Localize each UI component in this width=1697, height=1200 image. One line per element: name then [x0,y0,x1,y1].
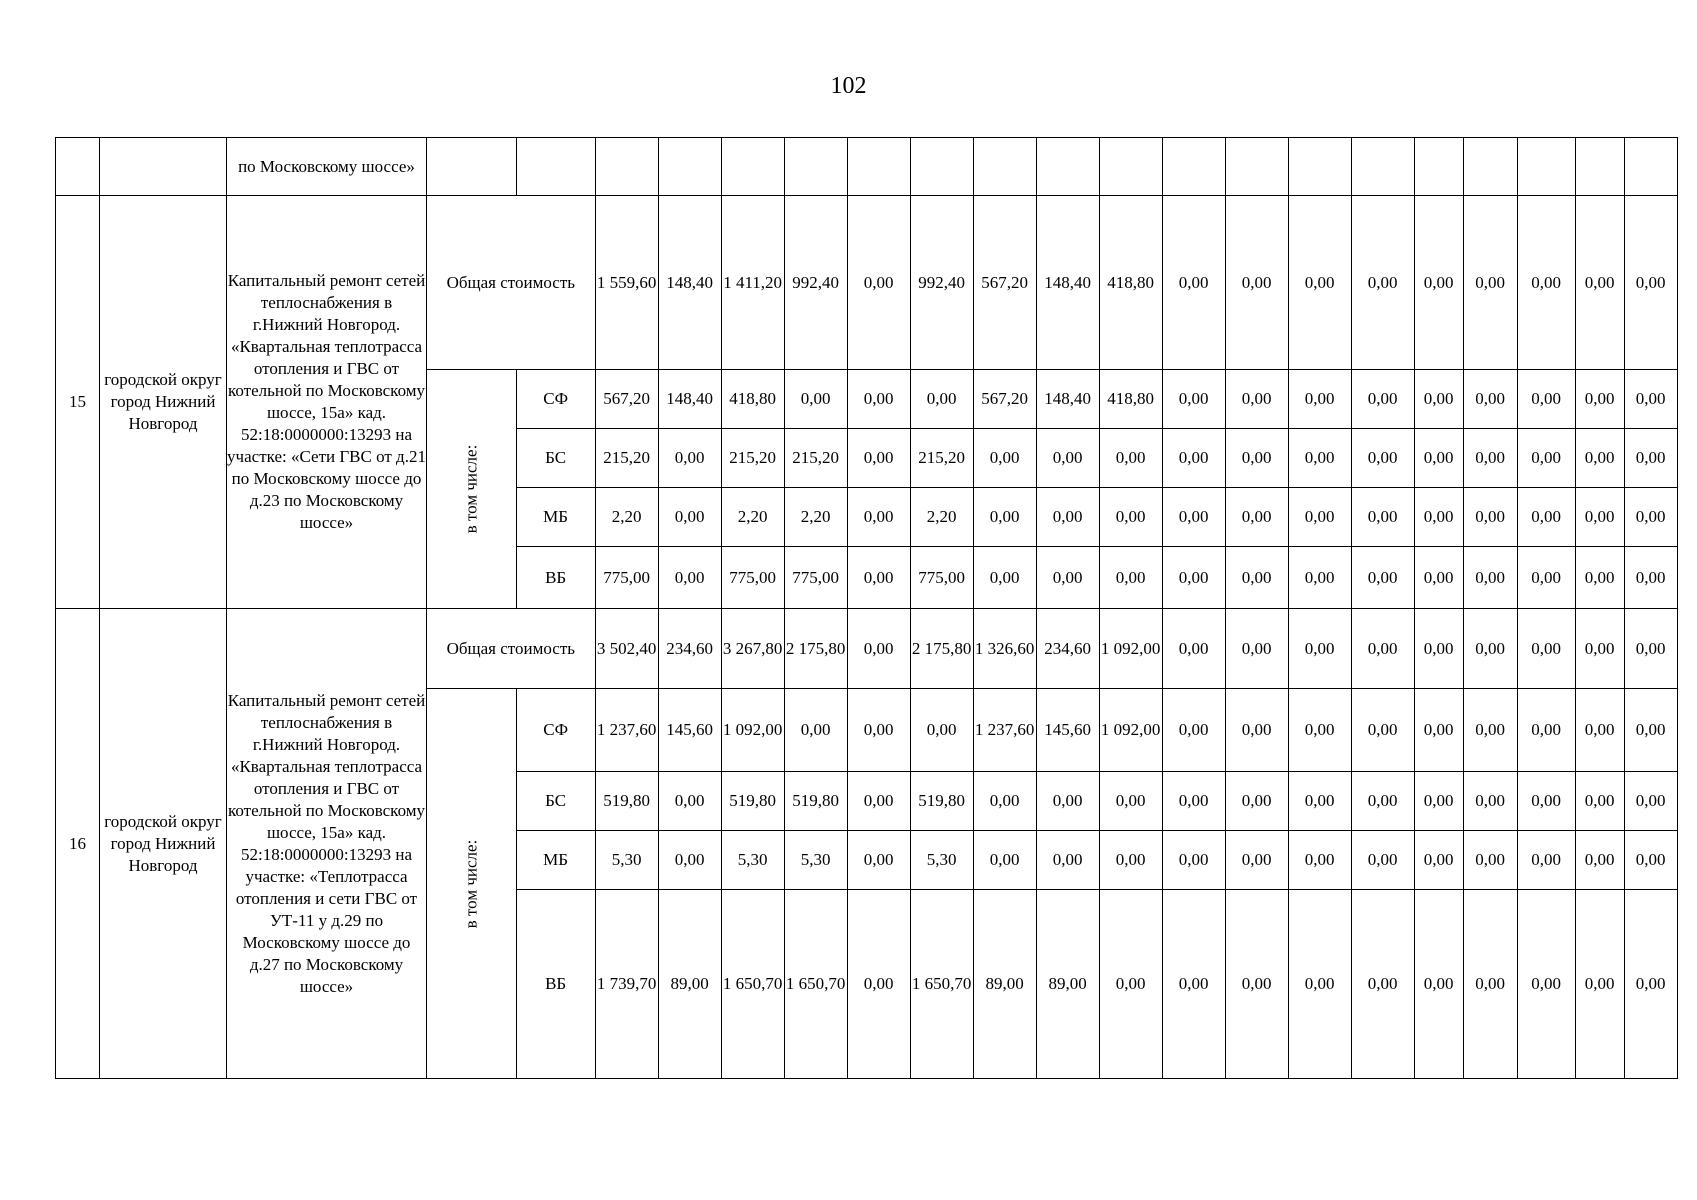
value-cell: 0,00 [1414,547,1463,609]
value-cell: 0,00 [1162,547,1225,609]
value-cell: 0,00 [1414,488,1463,547]
value-cell: 0,00 [1624,196,1677,370]
value-cell: 1 092,00 [721,689,784,772]
value-cell: 519,80 [784,772,847,831]
value-cell: 0,00 [1288,547,1351,609]
value-cell: 234,60 [658,609,721,689]
value-cell: 519,80 [910,772,973,831]
value-cell: 0,00 [1351,831,1414,890]
value-cell: 0,00 [1099,547,1162,609]
value-cell: 0,00 [1036,547,1099,609]
value-cell: 0,00 [973,831,1036,890]
value-cell: 215,20 [910,429,973,488]
value-cell: 2 175,80 [910,609,973,689]
value-cell: 775,00 [784,547,847,609]
total-cost-label: Общая стоимость [427,609,596,689]
value-cell: 0,00 [1162,831,1225,890]
value-cell: 0,00 [1099,488,1162,547]
value-cell: 418,80 [1099,370,1162,429]
value-cell: 567,20 [595,370,658,429]
value-cell: 2,20 [595,488,658,547]
including-label: в том числе: [461,444,481,534]
value-cell: 0,00 [1288,772,1351,831]
value-cell: 0,00 [1225,547,1288,609]
funding-source: МБ [516,831,595,890]
value-cell: 0,00 [1225,370,1288,429]
value-cell: 145,60 [1036,689,1099,772]
value-cell: 0,00 [1414,609,1463,689]
value-cell: 0,00 [1517,609,1575,689]
value-cell: 0,00 [1414,772,1463,831]
value-cell: 567,20 [973,196,1036,370]
value-cell: 0,00 [1414,831,1463,890]
value-cell: 0,00 [1575,370,1624,429]
including-label: в том числе: [461,839,481,928]
value-cell: 0,00 [847,609,910,689]
value-cell: 0,00 [1099,890,1162,1079]
value-cell: 0,00 [1162,429,1225,488]
value-cell: 0,00 [1575,772,1624,831]
value-cell: 1 739,70 [595,890,658,1079]
value-cell: 0,00 [1225,488,1288,547]
value-cell: 0,00 [847,196,910,370]
value-cell: 2,20 [721,488,784,547]
value-cell: 5,30 [595,831,658,890]
value-cell: 0,00 [1517,772,1575,831]
value-cell: 0,00 [1463,370,1517,429]
value-cell: 418,80 [721,370,784,429]
value-cell: 0,00 [658,547,721,609]
value-cell: 0,00 [1575,689,1624,772]
value-cell: 1 092,00 [1099,689,1162,772]
project-description-continued: по Московскому шоссе» [227,138,427,196]
value-cell: 1 237,60 [595,689,658,772]
value-cell: 0,00 [1414,196,1463,370]
value-cell: 0,00 [658,488,721,547]
value-cell: 0,00 [1624,890,1677,1079]
value-cell: 0,00 [1624,609,1677,689]
value-cell: 0,00 [658,772,721,831]
value-cell: 0,00 [1036,429,1099,488]
value-cell: 148,40 [1036,370,1099,429]
value-cell: 0,00 [1463,429,1517,488]
including-label-cell [427,689,517,1079]
value-cell: 148,40 [1036,196,1099,370]
value-cell: 0,00 [1351,609,1414,689]
value-cell: 1 237,60 [973,689,1036,772]
municipality: городской округ город Нижний Новгород [100,609,227,1079]
value-cell: 775,00 [910,547,973,609]
value-cell: 0,00 [1162,196,1225,370]
value-cell: 145,60 [658,689,721,772]
value-cell: 0,00 [1624,547,1677,609]
value-cell: 1 650,70 [910,890,973,1079]
value-cell: 0,00 [1099,429,1162,488]
value-cell: 0,00 [847,689,910,772]
value-cell: 0,00 [1624,772,1677,831]
value-cell: 0,00 [973,429,1036,488]
value-cell: 0,00 [1414,890,1463,1079]
value-cell: 0,00 [658,429,721,488]
value-cell: 0,00 [1624,689,1677,772]
value-cell: 0,00 [1517,488,1575,547]
including-label-cell [427,370,517,609]
value-cell: 0,00 [1575,196,1624,370]
value-cell: 519,80 [595,772,658,831]
value-cell: 0,00 [1288,196,1351,370]
value-cell: 0,00 [1463,609,1517,689]
value-cell: 0,00 [1162,370,1225,429]
total-cost-label: Общая стоимость [427,196,596,370]
value-cell: 0,00 [1414,689,1463,772]
value-cell: 0,00 [847,890,910,1079]
budget-table [55,137,1678,1079]
value-cell: 0,00 [1463,772,1517,831]
value-cell: 0,00 [1288,488,1351,547]
value-cell: 5,30 [784,831,847,890]
project-description: Капитальный ремонт сетей теплоснабжения в г.Нижний Новгород. «Квартальная теплотрасса отопления и ГВС от котельной по Московскому шоссе, 15а» кад. 52:18:0000000:13293 на участке: «Теплотрасса отопления и сети ГВС от УТ-11 у д.29 по Московскому шоссе до д.27 по Московскому шоссе» [227,609,427,1079]
value-cell: 1 411,20 [721,196,784,370]
value-cell: 2,20 [784,488,847,547]
value-cell: 0,00 [1351,689,1414,772]
value-cell: 0,00 [1463,488,1517,547]
value-cell: 0,00 [1624,429,1677,488]
value-cell: 0,00 [1517,890,1575,1079]
project-number: 15 [56,196,100,609]
value-cell: 0,00 [1575,831,1624,890]
funding-source: БС [516,772,595,831]
value-cell: 0,00 [784,689,847,772]
value-cell: 0,00 [1351,547,1414,609]
value-cell: 0,00 [1414,370,1463,429]
municipality: городской округ город Нижний Новгород [100,196,227,609]
value-cell: 0,00 [1351,429,1414,488]
value-cell: 89,00 [1036,890,1099,1079]
value-cell: 0,00 [1099,772,1162,831]
value-cell: 0,00 [1517,689,1575,772]
value-cell: 0,00 [1517,196,1575,370]
value-cell: 0,00 [1414,429,1463,488]
value-cell: 519,80 [721,772,784,831]
value-cell: 5,30 [721,831,784,890]
project-description: Капитальный ремонт сетей теплоснабжения в г.Нижний Новгород. «Квартальная теплотрасса отопления и ГВС от котельной по Московскому шоссе, 15а» кад. 52:18:0000000:13293 на участке: «Сети ГВС от д.21 по Московскому шоссе до д.23 по Московскому шоссе» [227,196,427,609]
value-cell: 0,00 [1517,429,1575,488]
value-cell: 0,00 [1351,772,1414,831]
value-cell: 0,00 [1225,196,1288,370]
value-cell: 0,00 [847,547,910,609]
value-cell: 1 559,60 [595,196,658,370]
value-cell: 0,00 [1575,609,1624,689]
value-cell: 3 267,80 [721,609,784,689]
value-cell: 0,00 [1288,370,1351,429]
value-cell: 0,00 [1288,429,1351,488]
value-cell: 0,00 [1288,831,1351,890]
value-cell: 0,00 [847,488,910,547]
value-cell: 0,00 [1463,831,1517,890]
value-cell: 0,00 [1225,429,1288,488]
value-cell: 0,00 [1225,609,1288,689]
value-cell: 0,00 [847,831,910,890]
value-cell: 0,00 [973,547,1036,609]
value-cell: 0,00 [910,689,973,772]
value-cell: 0,00 [1624,831,1677,890]
value-cell: 0,00 [1225,890,1288,1079]
value-cell: 0,00 [658,831,721,890]
value-cell: 0,00 [1624,370,1677,429]
value-cell: 0,00 [973,488,1036,547]
value-cell: 775,00 [595,547,658,609]
value-cell: 0,00 [1351,196,1414,370]
value-cell: 2,20 [910,488,973,547]
value-cell: 0,00 [1099,831,1162,890]
value-cell: 0,00 [1288,890,1351,1079]
value-cell: 0,00 [1162,689,1225,772]
funding-source: СФ [516,689,595,772]
value-cell: 0,00 [1517,831,1575,890]
value-cell: 1 092,00 [1099,609,1162,689]
value-cell: 0,00 [1351,890,1414,1079]
value-cell: 89,00 [658,890,721,1079]
value-cell: 0,00 [847,370,910,429]
value-cell: 0,00 [784,370,847,429]
value-cell: 0,00 [1162,890,1225,1079]
table-row [56,196,1678,370]
value-cell: 0,00 [847,772,910,831]
value-cell: 1 650,70 [784,890,847,1079]
value-cell: 0,00 [1624,488,1677,547]
table-row [56,138,1678,196]
value-cell: 0,00 [1162,609,1225,689]
value-cell: 0,00 [847,429,910,488]
value-cell: 0,00 [910,370,973,429]
funding-source: МБ [516,488,595,547]
value-cell: 0,00 [1225,689,1288,772]
value-cell: 0,00 [1162,772,1225,831]
value-cell: 0,00 [1463,890,1517,1079]
project-number: 16 [56,609,100,1079]
value-cell: 215,20 [595,429,658,488]
funding-source: ВБ [516,547,595,609]
value-cell: 0,00 [1036,831,1099,890]
value-cell: 0,00 [1351,370,1414,429]
value-cell: 148,40 [658,370,721,429]
value-cell: 0,00 [1575,890,1624,1079]
funding-source: ВБ [516,890,595,1079]
value-cell: 775,00 [721,547,784,609]
value-cell: 0,00 [1517,547,1575,609]
table-row [56,609,1678,689]
value-cell: 418,80 [1099,196,1162,370]
value-cell: 215,20 [784,429,847,488]
value-cell: 0,00 [1463,547,1517,609]
value-cell: 992,40 [784,196,847,370]
value-cell: 148,40 [658,196,721,370]
value-cell: 0,00 [1351,488,1414,547]
value-cell: 0,00 [973,772,1036,831]
value-cell: 0,00 [1036,772,1099,831]
value-cell: 0,00 [1575,547,1624,609]
value-cell: 215,20 [721,429,784,488]
value-cell: 89,00 [973,890,1036,1079]
value-cell: 2 175,80 [784,609,847,689]
page-number: 102 [830,73,867,99]
value-cell: 0,00 [1225,831,1288,890]
value-cell: 0,00 [1036,488,1099,547]
value-cell: 0,00 [1288,689,1351,772]
value-cell: 234,60 [1036,609,1099,689]
value-cell: 0,00 [1517,370,1575,429]
value-cell: 0,00 [1575,429,1624,488]
value-cell: 0,00 [1225,772,1288,831]
value-cell: 0,00 [1288,609,1351,689]
value-cell: 1 650,70 [721,890,784,1079]
value-cell: 0,00 [1575,488,1624,547]
funding-source: БС [516,429,595,488]
value-cell: 0,00 [1463,196,1517,370]
value-cell: 0,00 [1162,488,1225,547]
value-cell: 1 326,60 [973,609,1036,689]
value-cell: 3 502,40 [595,609,658,689]
funding-source: СФ [516,370,595,429]
value-cell: 0,00 [1463,689,1517,772]
value-cell: 567,20 [973,370,1036,429]
value-cell: 5,30 [910,831,973,890]
value-cell: 992,40 [910,196,973,370]
